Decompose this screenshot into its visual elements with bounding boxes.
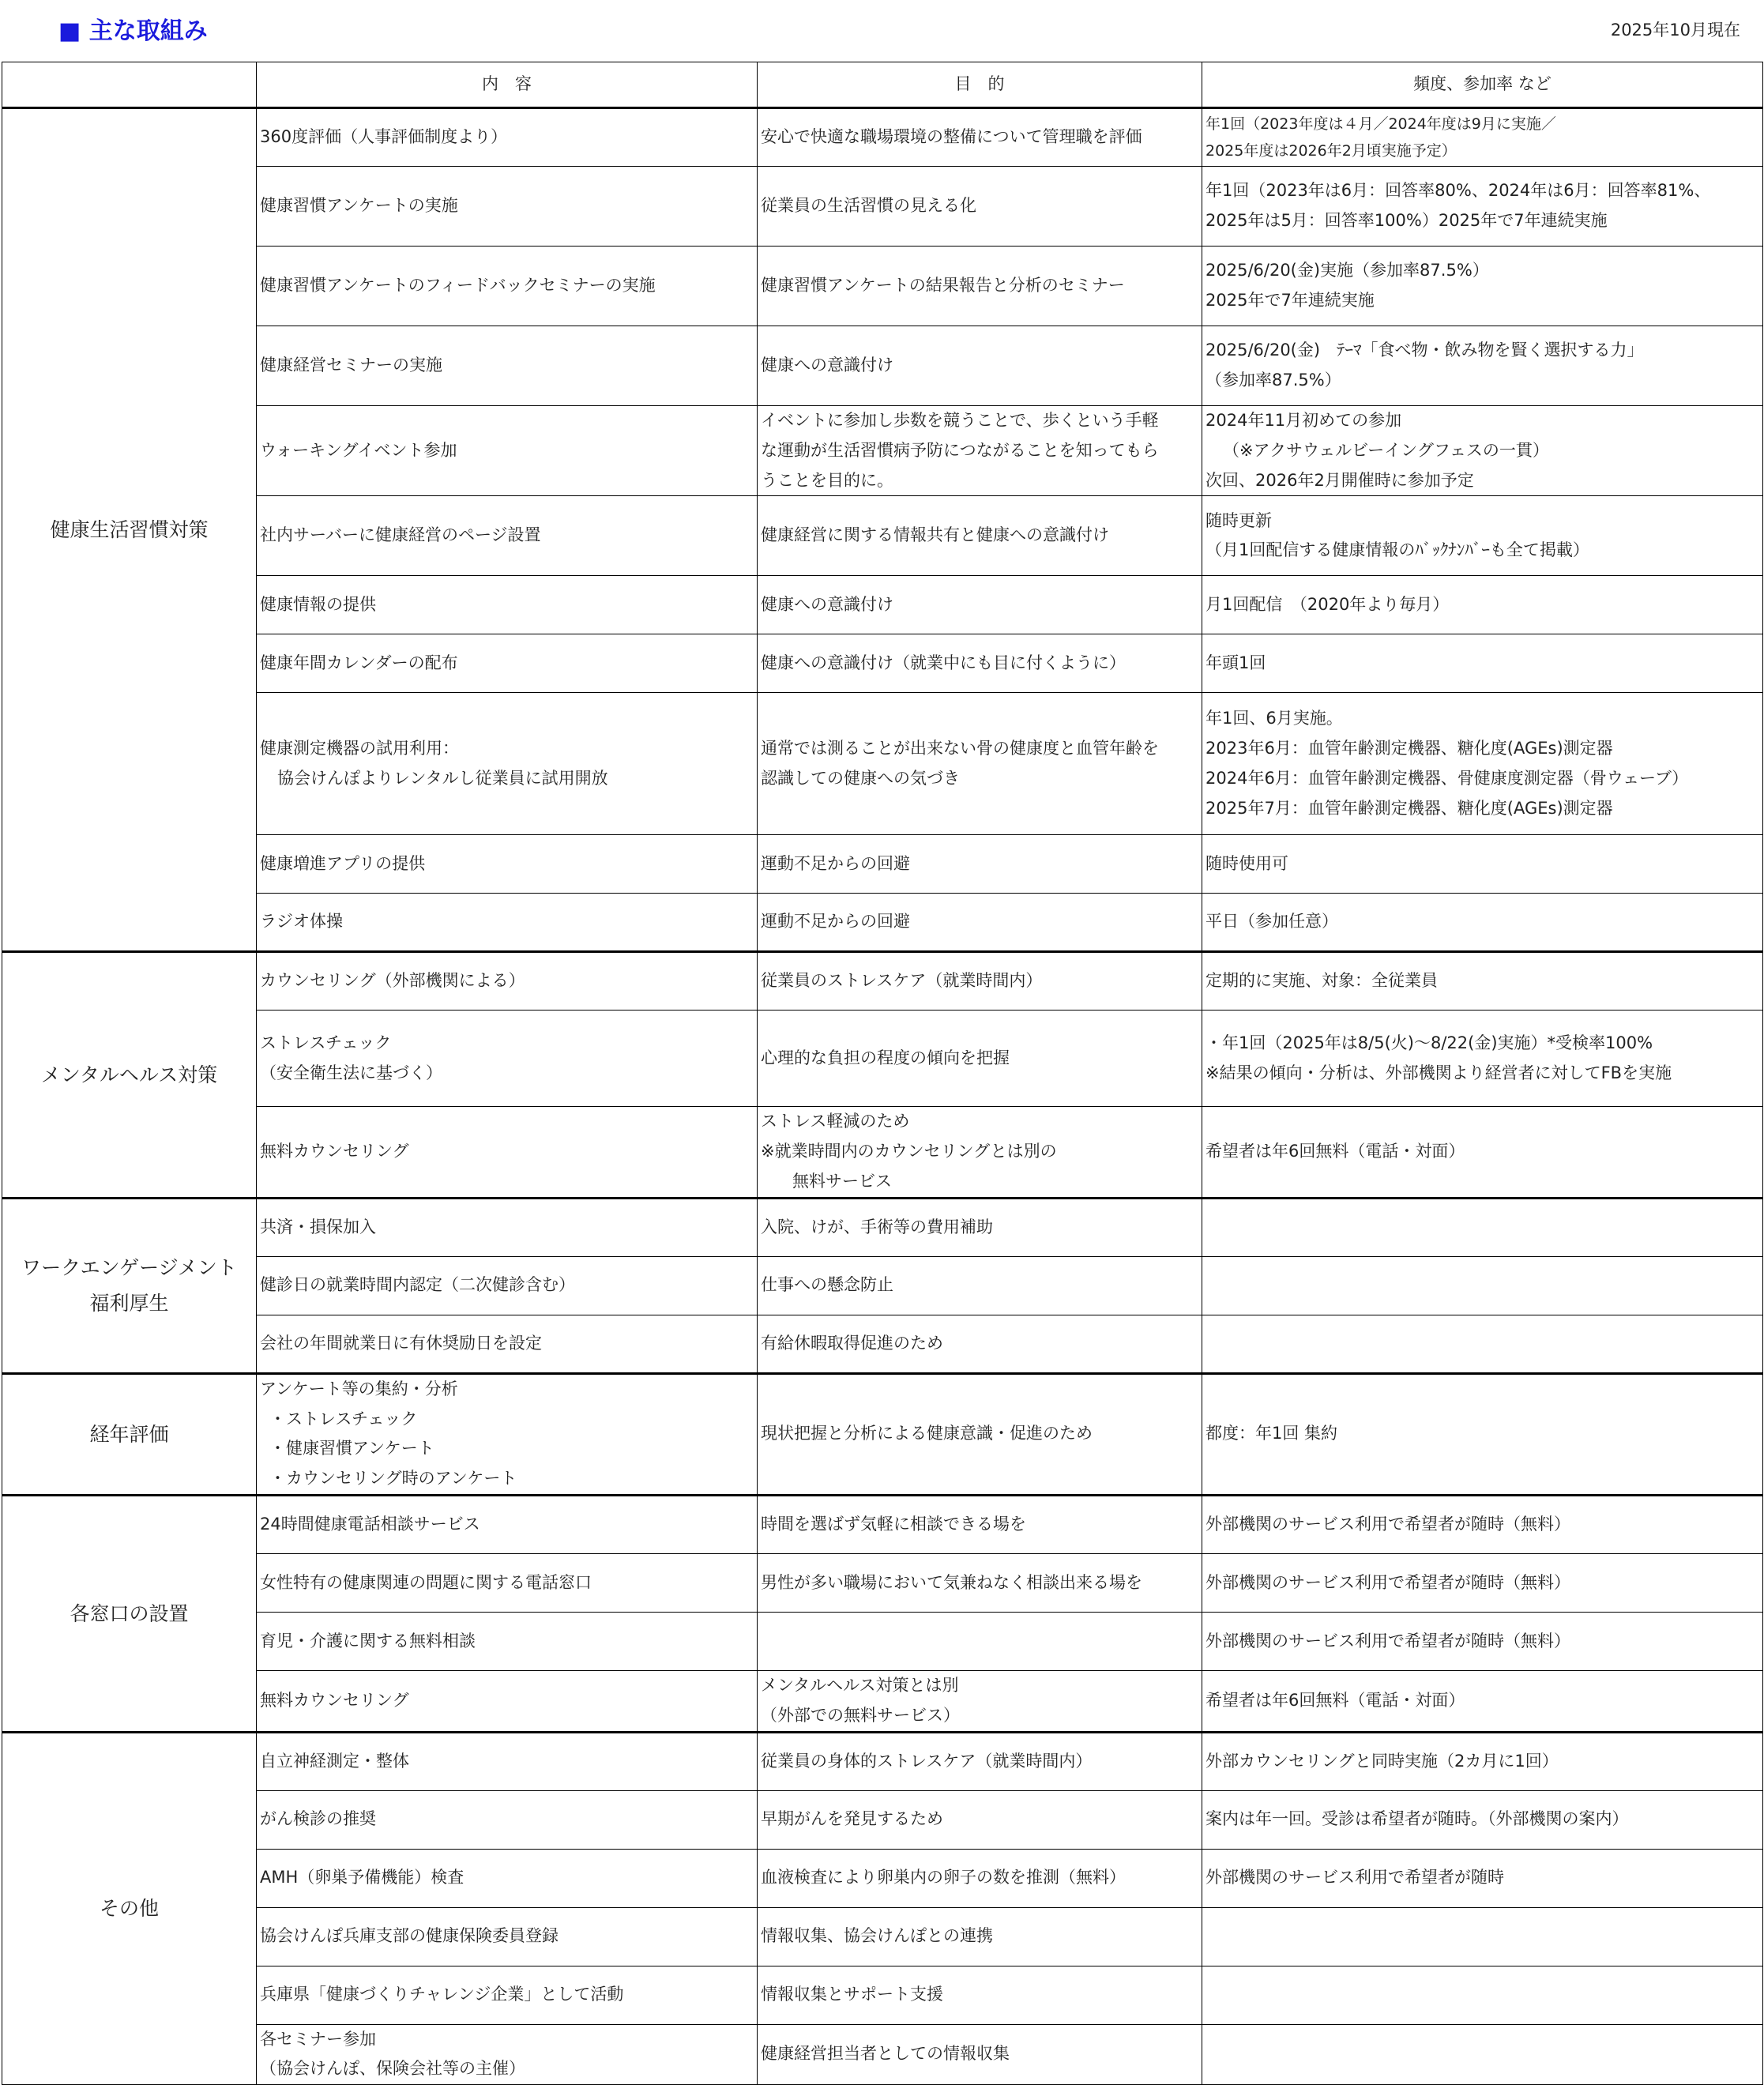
- purpose-text: 現状把握と分析による健康意識・促進のため: [761, 1424, 1093, 1443]
- purpose-cell: [758, 1107, 1202, 1198]
- purpose-cell: [758, 1907, 1202, 1966]
- item-cell: [257, 1373, 758, 1495]
- category-label: 福利厚生: [89, 1292, 169, 1315]
- freq-text: 希望者は年6回無料（電話・対面）: [1205, 1690, 1465, 1710]
- item-text: 健康習慣アンケートの実施: [260, 196, 458, 216]
- purpose-text: 健康への意識付け: [761, 594, 893, 614]
- freq-text: （※アクサウェルビーイングフェスの一貫）: [1223, 440, 1549, 460]
- item-cell: [257, 1849, 758, 1907]
- purpose-cell: [758, 167, 1202, 247]
- category-label: 各窓口の設置: [70, 1601, 189, 1625]
- item-text: （安全衛生法に基づく）: [260, 1063, 442, 1082]
- table-row: [2, 1315, 1763, 1373]
- item-text: ウォーキングイベント参加: [260, 440, 457, 460]
- purpose-text: 認識しての健康への気づき: [761, 768, 960, 788]
- table-header-row: [2, 62, 1763, 108]
- freq-text: 2024年6月：血管年齢測定機器、骨健康度測定器（骨ウェーブ）: [1205, 768, 1689, 788]
- page-title: ■ 主な取組み: [58, 17, 208, 45]
- freq-text: 2025年度は2026年2月頃実施予定）: [1205, 142, 1457, 160]
- purpose-cell: [758, 1612, 1202, 1670]
- freq-text: 年頭1回: [1205, 653, 1266, 672]
- freq-cell: [1202, 167, 1763, 247]
- table-row: [2, 1907, 1763, 1966]
- item-text: ラジオ体操: [260, 912, 343, 931]
- category-cell: [2, 952, 257, 1198]
- purpose-cell: [758, 693, 1202, 835]
- purpose-cell: [758, 1315, 1202, 1373]
- purpose-cell: [758, 1256, 1202, 1315]
- category-label: ワークエンゲージメント: [21, 1256, 237, 1280]
- table-row: [2, 1495, 1763, 1553]
- purpose-text: うことを目的に。: [761, 470, 893, 490]
- item-text: 自立神経測定・整体: [260, 1751, 409, 1771]
- purpose-text: 健康経営担当者としての情報収集: [761, 2044, 1010, 2064]
- item-text: 社内サーバーに健康経営のページ設置: [260, 525, 541, 545]
- table-row: [2, 894, 1763, 952]
- purpose-text: 仕事への懸念防止: [761, 1275, 893, 1295]
- purpose-text: 健康への意識付け: [761, 356, 893, 375]
- table-row: [2, 1612, 1763, 1670]
- item-text: 共済・損保加入: [260, 1217, 376, 1236]
- purpose-cell: [758, 1553, 1202, 1612]
- item-cell: [257, 1011, 758, 1107]
- table-row: [2, 1670, 1763, 1732]
- freq-cell: [1202, 108, 1763, 167]
- item-text: ・カウンセリング時のアンケート: [269, 1469, 517, 1488]
- purpose-cell: [758, 634, 1202, 693]
- purpose-text: 健康への意識付け（就業中にも目に付くように）: [761, 653, 1126, 672]
- item-cell: [257, 496, 758, 576]
- table-row: [2, 1256, 1763, 1315]
- freq-text: 案内は年一回。受診は希望者が随時。（外部機関の案内）: [1205, 1809, 1629, 1829]
- freq-text: 2025年で7年連続実施: [1205, 291, 1375, 310]
- table-row: [2, 2024, 1763, 2085]
- table-row: [2, 1553, 1763, 1612]
- purpose-text: 無料サービス: [792, 1171, 892, 1191]
- category-label: 健康生活習慣対策: [50, 518, 209, 542]
- category-label: メンタルヘルス対策: [40, 1063, 218, 1087]
- purpose-text: 早期がんを発見するため: [761, 1809, 943, 1829]
- purpose-text: 運動不足からの回避: [761, 853, 910, 873]
- freq-cell: [1202, 1553, 1763, 1612]
- category-label: 経年評価: [89, 1422, 169, 1446]
- item-text: 健康経営セミナーの実施: [260, 356, 442, 375]
- purpose-text: 血液検査により卵巣内の卵子の数を推測（無料）: [761, 1868, 1126, 1887]
- freq-text: ・年1回（2025年は8/5(火)～8/22(金)実施）*受検率100%: [1205, 1033, 1653, 1053]
- purpose-text: 心理的な負担の程度の傾向を把握: [761, 1048, 1010, 1067]
- purpose-cell: [758, 1495, 1202, 1553]
- purpose-text: 健康習慣アンケートの結果報告と分析のセミナー: [761, 276, 1125, 295]
- purpose-text: 通常では測ることが出来ない骨の健康度と血管年齢を: [761, 739, 1159, 758]
- purpose-text: 従業員の生活習慣の見える化: [761, 196, 976, 216]
- table-row: [2, 167, 1763, 247]
- freq-cell: [1202, 952, 1763, 1011]
- item-cell: [257, 1732, 758, 1790]
- freq-cell: [1202, 326, 1763, 406]
- item-cell: [257, 894, 758, 952]
- item-cell: [257, 1107, 758, 1198]
- item-text: 各セミナー参加: [260, 2029, 376, 2049]
- item-cell: [257, 108, 758, 167]
- freq-cell: [1202, 693, 1763, 835]
- freq-text: ※結果の傾向・分析は、外部機関より経営者に対してFBを実施: [1205, 1063, 1672, 1082]
- freq-text: 平日（参加任意）: [1205, 912, 1338, 931]
- item-text: ・健康習慣アンケート: [269, 1439, 434, 1458]
- purpose-text: 入院、けが、手術等の費用補助: [761, 1217, 993, 1236]
- freq-cell: [1202, 634, 1763, 693]
- purpose-text: 有給休暇取得促進のため: [761, 1333, 943, 1353]
- item-cell: [257, 1315, 758, 1373]
- freq-cell: [1202, 1732, 1763, 1790]
- freq-text: （参加率87.5%）: [1205, 371, 1341, 390]
- item-text: 無料カウンセリング: [260, 1142, 409, 1161]
- item-text: 協会けんぽよりレンタルし従業員に試用開放: [277, 768, 608, 788]
- item-text: がん検診の推奨: [260, 1809, 376, 1829]
- freq-text: 月1回配信 （2020年より毎月）: [1205, 594, 1450, 614]
- category-cell: [2, 1495, 257, 1732]
- purpose-text: 従業員の身体的ストレスケア（就業時間内）: [761, 1751, 1093, 1771]
- purpose-cell: [758, 496, 1202, 576]
- freq-cell: [1202, 1495, 1763, 1553]
- item-cell: [257, 326, 758, 406]
- table-row: [2, 1107, 1763, 1198]
- purpose-cell: [758, 108, 1202, 167]
- freq-text: 2025年は5月：回答率100%）2025年で7年連続実施: [1205, 211, 1608, 230]
- item-text: アンケート等の集約・分析: [260, 1379, 458, 1398]
- freq-text: 2024年11月初めての参加: [1205, 411, 1402, 430]
- freq-text: 2025/6/20(金) ﾃｰﾏ「食べ物・飲み物を賢く選択する力」: [1205, 341, 1644, 360]
- purpose-cell: [758, 835, 1202, 894]
- item-cell: [257, 1256, 758, 1315]
- table-row: [2, 1373, 1763, 1495]
- item-text: 24時間健康電話相談サービス: [260, 1515, 480, 1534]
- purpose-cell: [758, 1849, 1202, 1907]
- freq-text: （月1回配信する健康情報のﾊﾞｯｸﾅﾝﾊﾞｰも全て掲載）: [1205, 540, 1589, 560]
- table-row: [2, 835, 1763, 894]
- purpose-text: 男性が多い職場において気兼ねなく相談出来る場を: [761, 1572, 1142, 1592]
- freq-cell: [1202, 1907, 1763, 1966]
- item-text: 健診日の就業時間内認定（二次健診含む）: [260, 1275, 575, 1295]
- freq-text: 定期的に実施、対象：全従業員: [1205, 971, 1438, 991]
- freq-text: 年1回（2023年は6月：回答率80%、2024年は6月：回答率81%、: [1205, 181, 1711, 201]
- freq-cell: [1202, 1966, 1763, 2024]
- category-label: その他: [99, 1897, 159, 1921]
- item-text: 協会けんぽ兵庫支部の健康保険委員登録: [260, 1926, 559, 1946]
- freq-text: 希望者は年6回無料（電話・対面）: [1205, 1142, 1465, 1161]
- table-row: [2, 952, 1763, 1011]
- freq-text: 随時更新: [1205, 510, 1272, 530]
- freq-text: 外部カウンセリングと同時実施（2カ月に1回）: [1205, 1751, 1559, 1771]
- purpose-text: 健康経営に関する情報共有と健康への意識付け: [761, 525, 1109, 545]
- table-row: [2, 576, 1763, 634]
- freq-text: 随時使用可: [1205, 853, 1288, 873]
- item-cell: [257, 1966, 758, 2024]
- item-cell: [257, 1670, 758, 1732]
- freq-cell: [1202, 1011, 1763, 1107]
- purpose-cell: [758, 2024, 1202, 2085]
- category-cell: [2, 1732, 257, 2085]
- purpose-cell: [758, 1373, 1202, 1495]
- item-text: 健康増進アプリの提供: [260, 853, 426, 873]
- freq-text: 2023年6月：血管年齢測定機器、糖化度(AGEs)測定器: [1205, 739, 1613, 758]
- item-cell: [257, 1553, 758, 1612]
- item-cell: [257, 2024, 758, 2085]
- item-text: 健康情報の提供: [260, 594, 376, 614]
- initiatives-table: [2, 62, 1763, 2085]
- item-text: ・ストレスチェック: [269, 1409, 418, 1428]
- item-cell: [257, 1198, 758, 1256]
- freq-text: 外部機関のサービス利用で希望者が随時: [1205, 1868, 1504, 1887]
- freq-cell: [1202, 1670, 1763, 1732]
- header-frequency: 頻度、参加率 など: [1202, 62, 1763, 108]
- table-row: [2, 1198, 1763, 1256]
- purpose-cell: [758, 406, 1202, 496]
- freq-cell: [1202, 1373, 1763, 1495]
- freq-cell: [1202, 1612, 1763, 1670]
- freq-cell: [1202, 1256, 1763, 1315]
- item-cell: [257, 693, 758, 835]
- item-text: AMH（卵巣予備機能）検査: [260, 1868, 465, 1887]
- table-row: [2, 326, 1763, 406]
- purpose-text: 安心で快適な職場環境の整備について管理職を評価: [761, 127, 1142, 147]
- item-text: ストレスチェック: [260, 1033, 392, 1053]
- freq-cell: [1202, 406, 1763, 496]
- freq-text: 外部機関のサービス利用で希望者が随時（無料）: [1205, 1631, 1570, 1650]
- table-row: [2, 247, 1763, 326]
- freq-text: 次回、2026年2月開催時に参加予定: [1205, 470, 1474, 490]
- purpose-text: 従業員のストレスケア（就業時間内）: [761, 971, 1043, 991]
- item-cell: [257, 1495, 758, 1553]
- item-text: 健康年間カレンダーの配布: [260, 653, 458, 672]
- purpose-text: （外部での無料サービス）: [761, 1705, 960, 1725]
- item-text: 健康習慣アンケートのフィードバックセミナーの実施: [260, 276, 656, 295]
- header-purpose: 目 的: [758, 62, 1202, 108]
- freq-text: 2025年7月：血管年齢測定機器、糖化度(AGEs)測定器: [1205, 798, 1613, 818]
- purpose-text: 時間を選ばず気軽に相談できる場を: [761, 1515, 1026, 1534]
- purpose-cell: [758, 1966, 1202, 2024]
- freq-cell: [1202, 576, 1763, 634]
- item-cell: [257, 1907, 758, 1966]
- purpose-cell: [758, 894, 1202, 952]
- freq-cell: [1202, 835, 1763, 894]
- item-cell: [257, 634, 758, 693]
- purpose-cell: [758, 1198, 1202, 1256]
- purpose-text: イベントに参加し歩数を競うことで、歩くという手軽: [761, 411, 1159, 430]
- table-row: [2, 406, 1763, 496]
- freq-cell: [1202, 1790, 1763, 1849]
- purpose-text: ストレス軽減のため: [761, 1112, 910, 1131]
- table-row: [2, 1790, 1763, 1849]
- item-text: 兵庫県「健康づくりチャレンジ企業」として活動: [260, 1985, 624, 2004]
- item-cell: [257, 576, 758, 634]
- item-text: 健康測定機器の試用利用：: [260, 739, 459, 758]
- purpose-cell: [758, 1732, 1202, 1790]
- table-row: [2, 1011, 1763, 1107]
- table-row: [2, 1732, 1763, 1790]
- item-text: 会社の年間就業日に有休奨励日を設定: [260, 1333, 542, 1353]
- freq-text: 外部機関のサービス利用で希望者が随時（無料）: [1205, 1572, 1570, 1592]
- item-cell: [257, 952, 758, 1011]
- purpose-cell: [758, 326, 1202, 406]
- item-cell: [257, 167, 758, 247]
- freq-cell: [1202, 1198, 1763, 1256]
- freq-cell: [1202, 247, 1763, 326]
- freq-cell: [1202, 1849, 1763, 1907]
- purpose-text: 運動不足からの回避: [761, 912, 910, 931]
- item-cell: [257, 1790, 758, 1849]
- item-text: 女性特有の健康関連の問題に関する電話窓口: [260, 1572, 592, 1592]
- freq-text: 年1回（2023年度は４月／2024年度は9月に実施／: [1205, 115, 1556, 133]
- item-text: 育児・介護に関する無料相談: [260, 1631, 476, 1650]
- purpose-text: な運動が生活習慣病予防につながることを知ってもら: [761, 440, 1159, 460]
- table-row: [2, 1966, 1763, 2024]
- freq-cell: [1202, 1315, 1763, 1373]
- item-text: 無料カウンセリング: [260, 1690, 409, 1710]
- item-cell: [257, 406, 758, 496]
- category-cell: [2, 1198, 257, 1373]
- purpose-cell: [758, 1011, 1202, 1107]
- purpose-text: メンタルヘルス対策とは別: [761, 1675, 959, 1695]
- freq-text: 年1回、6月実施。: [1205, 709, 1343, 728]
- freq-cell: [1202, 2024, 1763, 2085]
- table-row: [2, 693, 1763, 835]
- table-row: [2, 108, 1763, 167]
- purpose-cell: [758, 1670, 1202, 1732]
- item-cell: [257, 247, 758, 326]
- item-text: カウンセリング（外部機関による）: [260, 971, 525, 991]
- table-row: [2, 496, 1763, 576]
- freq-cell: [1202, 1107, 1763, 1198]
- purpose-text: 情報収集とサポート支援: [761, 1985, 943, 2004]
- table-row: [2, 634, 1763, 693]
- category-cell: [2, 108, 257, 952]
- header-category: [2, 62, 257, 108]
- item-cell: [257, 835, 758, 894]
- header-content: 内 容: [257, 62, 758, 108]
- freq-text: 都度：年1回 集約: [1205, 1424, 1338, 1443]
- as-of-date: 2025年10月現在: [1610, 21, 1740, 40]
- table-row: [2, 1849, 1763, 1907]
- purpose-text: ※就業時間内のカウンセリングとは別の: [761, 1142, 1057, 1161]
- purpose-cell: [758, 1790, 1202, 1849]
- item-text: （協会けんぽ、保険会社等の主催）: [260, 2059, 525, 2079]
- item-cell: [257, 1612, 758, 1670]
- freq-cell: [1202, 496, 1763, 576]
- purpose-cell: [758, 576, 1202, 634]
- purpose-text: 情報収集、協会けんぽとの連携: [761, 1926, 993, 1946]
- freq-cell: [1202, 894, 1763, 952]
- purpose-cell: [758, 247, 1202, 326]
- freq-text: 2025/6/20(金)実施（参加率87.5%）: [1205, 261, 1489, 280]
- item-text: 360度評価（人事評価制度より）: [260, 127, 508, 147]
- purpose-cell: [758, 952, 1202, 1011]
- category-cell: [2, 1373, 257, 1495]
- freq-text: 外部機関のサービス利用で希望者が随時（無料）: [1205, 1515, 1570, 1534]
